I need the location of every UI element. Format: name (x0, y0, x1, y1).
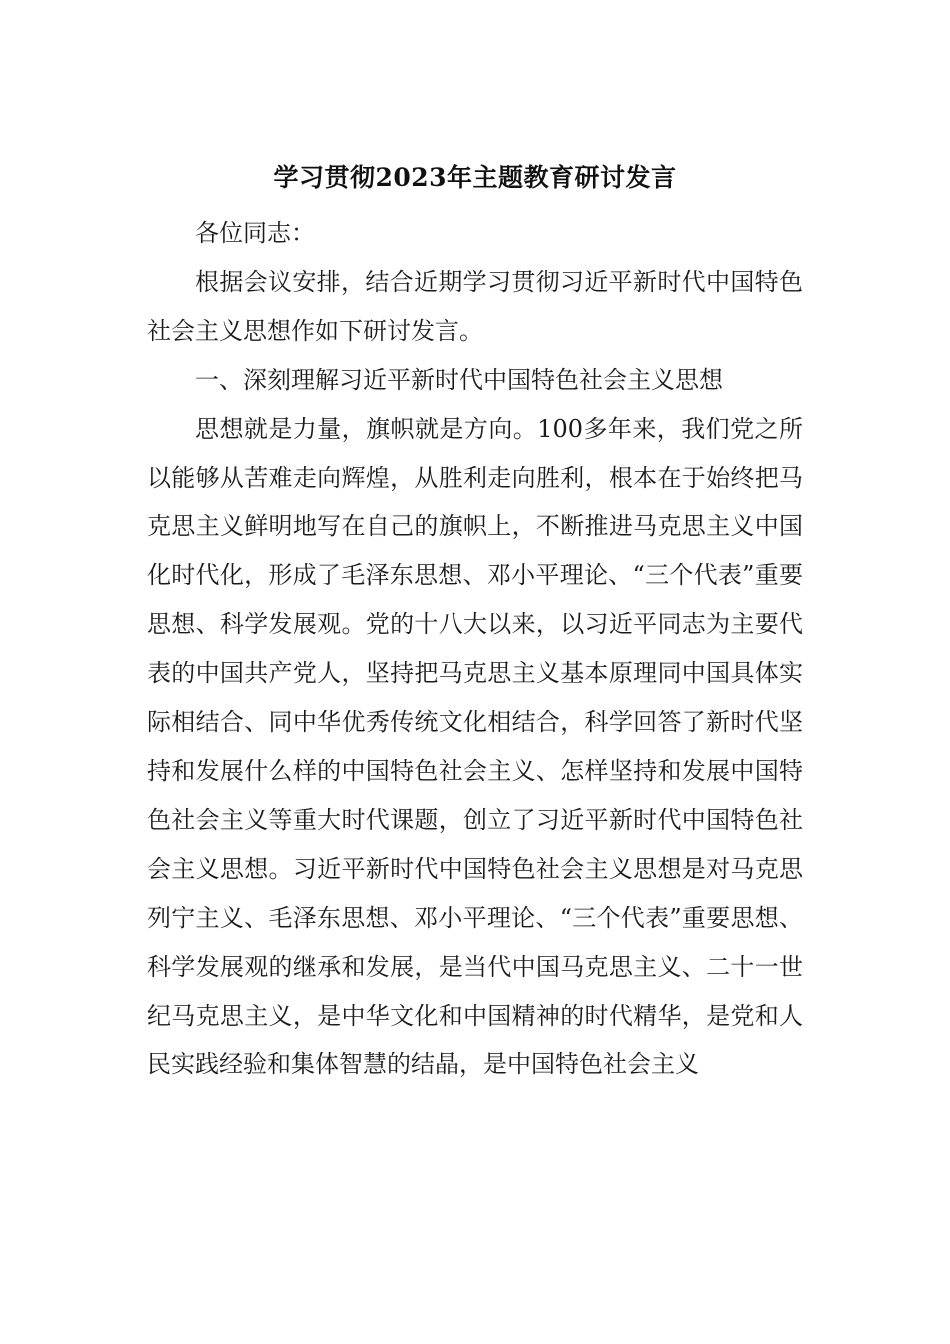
body-paragraph: 思想就是力量，旗帜就是方向。100多年来，我们党之所以能够从苦难走向辉煌，从胜利走向胜利，根本在于始终把马克思主义鲜明地写在自己的旗帜上，不断推进马克思主义中国化时代化，形成了毛泽东思想、邓小平理论、“三个代表”重要思想、科学发展观。党的十八大以来，以习近平同志为主要代表的中国共产党人，坚持把马克思主义基本原理同中国具体实际相结合、同中华优秀传统文化相结合，科学回答了新时代坚持和发展什么样的中国特色社会主义、怎样坚持和发展中国特色社会主义等重大时代课题，创立了习近平新时代中国特色社会主义思想。习近平新时代中国特色社会主义思想是对马克思列宁主义、毛泽东思想、邓小平理论、“三个代表”重要思想、科学发展观的继承和发展，是当代中国马克思主义、二十一世纪马克思主义，是中华文化和中国精神的时代精华，是党和人民实践经验和集体智慧的结晶，是中国特色社会主义 (147, 414, 803, 1079)
intro-paragraph: 根据会议安排，结合近期学习贯彻习近平新时代中国特色社会主义思想作如下研讨发言。 (147, 267, 803, 345)
document-title: 学习贯彻2023年主题教育研讨发言 (273, 163, 677, 192)
greeting-paragraph: 各位同志： (195, 219, 315, 247)
section-heading: 一、深刻理解习近平新时代中国特色社会主义思想 (195, 365, 723, 394)
document-body (147, 209, 803, 1089)
